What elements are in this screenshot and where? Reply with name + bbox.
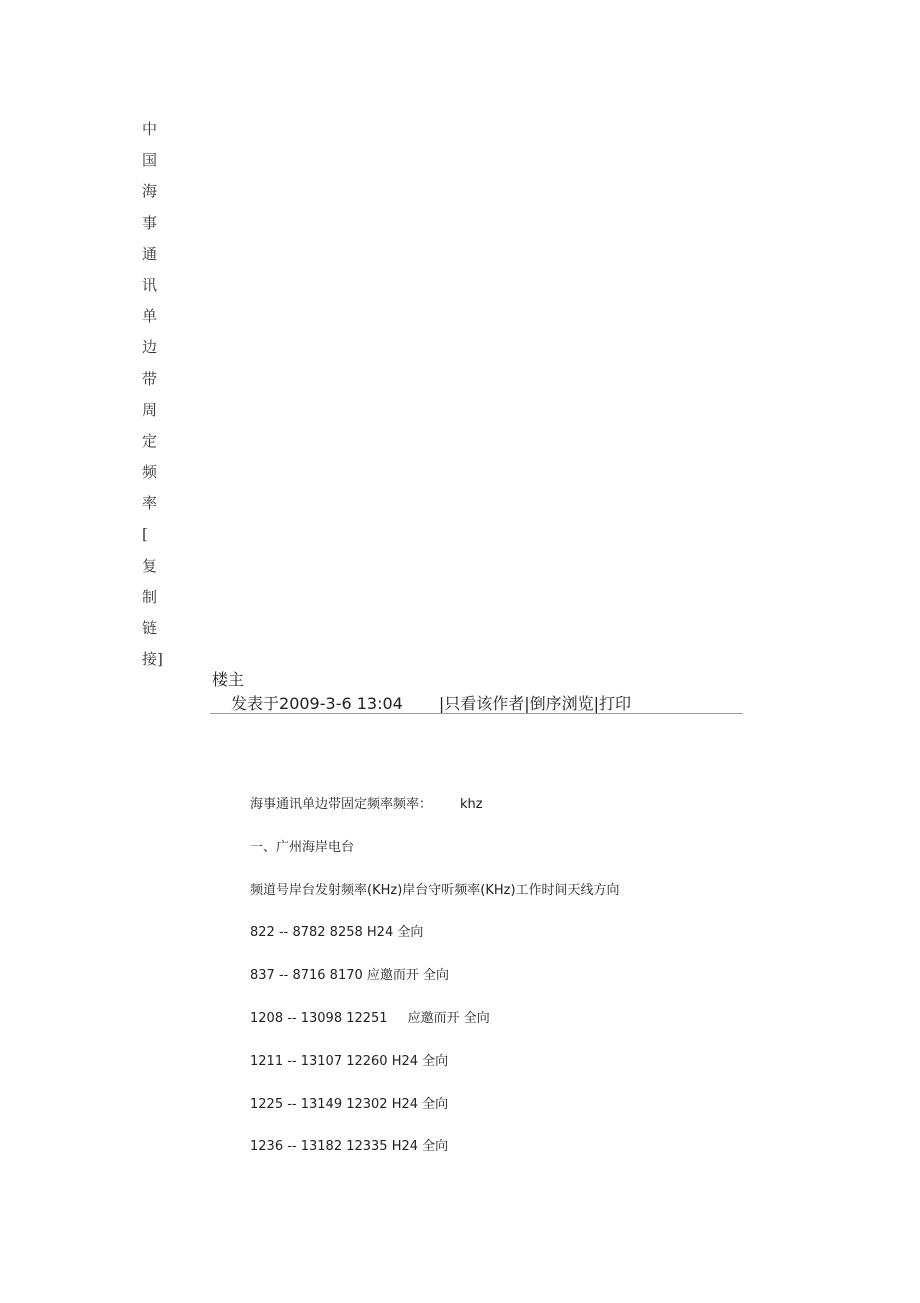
row-values: 1208 -- 13098 12251 bbox=[250, 1010, 388, 1026]
floor-label: 楼主 bbox=[212, 670, 245, 689]
copy-link-bracket[interactable]: [ bbox=[142, 525, 148, 544]
title-char: 带 bbox=[142, 369, 158, 388]
heading-text: 海事通讯单边带固定频率频率： bbox=[250, 797, 433, 812]
content-heading bbox=[250, 796, 620, 839]
title-char: 周 bbox=[142, 400, 158, 419]
section-title: 一、广州海岸电台 bbox=[250, 839, 355, 855]
columns-header: 频道号岸台发射频率(KHz)岸台守听频率(KHz)工作时间天线方向 bbox=[250, 882, 620, 898]
row-tail: 应邀而开 全向 bbox=[407, 1010, 490, 1026]
frequency-row: 1236 -- 13182 12335 H24 全向 bbox=[250, 1139, 449, 1155]
print-link[interactable]: |打印 bbox=[593, 694, 632, 713]
title-char: 单 bbox=[142, 307, 158, 326]
copy-link-char[interactable]: 链 bbox=[142, 619, 158, 637]
heading-unit: khz bbox=[460, 797, 483, 812]
posted-prefix: 发表于 bbox=[231, 694, 280, 713]
title-char: 国 bbox=[142, 151, 158, 170]
frequency-row: 1211 -- 13107 12260 H24 全向 bbox=[250, 1053, 449, 1069]
title-char: 通 bbox=[142, 244, 158, 263]
vertical-title bbox=[139, 118, 169, 679]
title-char: 频 bbox=[142, 463, 158, 482]
author-only-link[interactable]: |只看该作者 bbox=[438, 694, 525, 713]
title-char: 海 bbox=[142, 182, 158, 201]
title-char: 边 bbox=[142, 338, 158, 357]
copy-link-char[interactable]: 复 bbox=[142, 556, 158, 575]
post-divider bbox=[210, 713, 743, 714]
title-char: 率 bbox=[142, 494, 158, 513]
post-content bbox=[250, 796, 620, 1181]
frequency-row: 822 -- 8782 8258 H24 全向 bbox=[250, 925, 424, 941]
frequency-row bbox=[250, 1010, 620, 1053]
copy-link-char[interactable]: 制 bbox=[142, 587, 158, 606]
frequency-row: 1225 -- 13149 12302 H24 全向 bbox=[250, 1096, 449, 1112]
title-char: 讯 bbox=[142, 275, 158, 294]
post-meta bbox=[231, 691, 631, 714]
reverse-order-link[interactable]: |倒序浏览 bbox=[524, 694, 594, 713]
title-char: 事 bbox=[142, 213, 158, 232]
post-datetime: 2009-3-6 13:04 bbox=[279, 694, 403, 713]
title-char: 定 bbox=[142, 431, 158, 450]
title-char: 中 bbox=[142, 120, 158, 138]
frequency-row: 837 -- 8716 8170 应邀而开 全向 bbox=[250, 968, 450, 984]
copy-link-char[interactable]: 接] bbox=[142, 650, 163, 669]
